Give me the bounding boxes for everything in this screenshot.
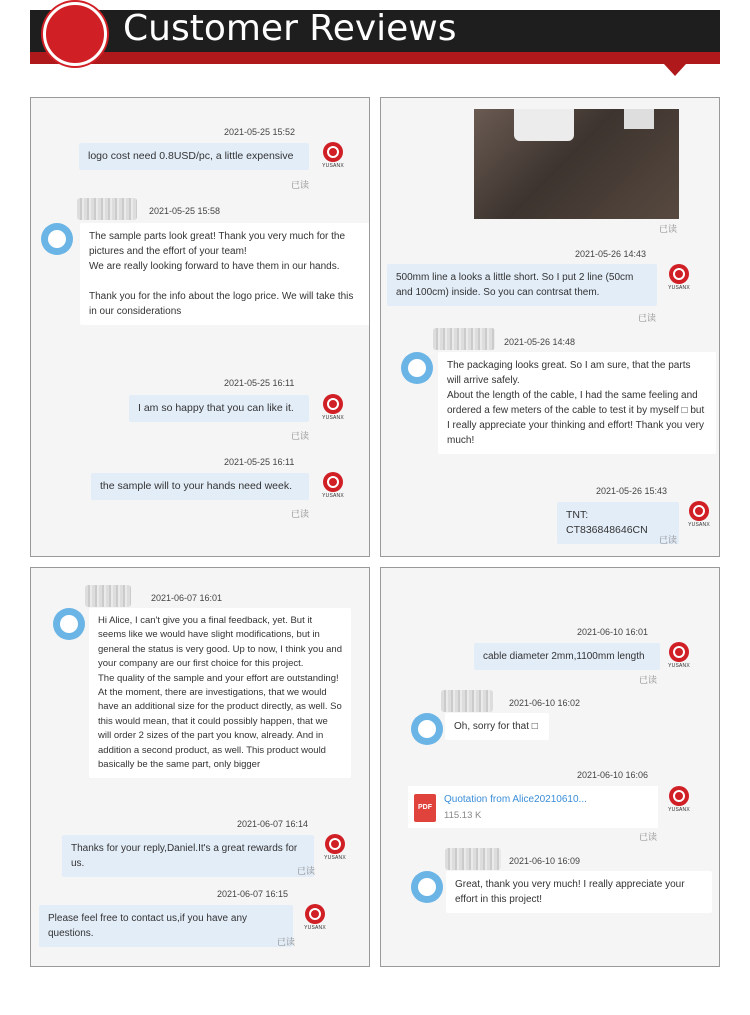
file-size: 115.13 K [444,810,482,821]
incoming-message: The sample parts look great! Thank you very much for the pictures and the effort of your team! We are really looking forward to have them in our hands. Thank you for the info about the logo price. We will take this in our considerations [80,223,370,325]
message-timestamp: 2021-06-07 16:01 [151,593,223,603]
blurred-name [77,198,137,220]
read-status: 已读 [291,180,310,190]
incoming-message: Hi Alice, I can't give you a final feedback, yet. But it seems like we would have slight modifications, but in general the status is very good. Up to now, I think you and your company are our first choice for this project. The quality of the sample and your effort are outstanding! At the moment, there are investigations, that we would have an additional size for the product directly, as well. So this would mean, that it could possibly happen, that we will order 2 sizes of the part you know, already. And in addition a second product, as well. This product would basically be the same part, only bigger [89,608,351,778]
yusanx-avatar-icon: YUSANX [319,472,345,502]
incoming-message: The packaging looks great. So I am sure, that the parts will arrive safely. About the length of the cable, I had the same feeling and ordered a few meters of the cable to test it by myself □ but I really appreciate your thinking and effort! Thank you very much! [438,352,716,454]
chat-screenshot-3 [30,567,370,967]
outgoing-message: the sample will to your hands need week. [91,473,309,500]
message-timestamp: 2021-06-10 16:01 [577,627,649,637]
page-title: Customer Reviews [123,8,457,49]
message-timestamp: 2021-05-26 15:43 [596,486,668,496]
message-timestamp: 2021-06-10 16:06 [577,770,649,780]
blurred-name [433,328,495,350]
yusanx-avatar-icon: YUSANX [685,501,711,531]
message-timestamp: 2021-05-26 14:48 [504,337,576,347]
read-status: 已读 [291,431,310,441]
blurred-name [441,690,493,712]
yusanx-avatar-icon: YUSANX [319,142,345,172]
pdf-file-icon: PDF [414,794,436,822]
outgoing-message: logo cost need 0.8USD/pc, a little expensive [79,143,309,170]
yusanx-avatar-icon: YUSANX [319,394,345,424]
yusanx-avatar-icon: YUSANX [301,904,327,934]
file-attachment[interactable] [408,786,658,828]
file-name-link[interactable]: Quotation from Alice20210610... [444,794,587,805]
read-status: 已读 [659,535,678,545]
read-status: 已读 [638,313,657,323]
outgoing-message: I am so happy that you can like it. [129,395,309,422]
yusanx-avatar-icon: YUSANX [665,642,691,672]
message-timestamp: 2021-05-25 15:58 [149,206,221,216]
customer-avatar-icon [41,223,73,255]
chat-screenshot-1 [30,97,370,557]
yusanx-logo-icon [43,2,107,66]
message-timestamp: 2021-06-10 16:09 [509,856,581,866]
header-red-strip [30,52,720,64]
message-timestamp: 2021-05-25 16:11 [224,378,295,388]
read-status: 已读 [639,675,658,685]
header-pointer [664,64,686,76]
outgoing-message: cable diameter 2mm,1100mm length [474,643,660,670]
read-status: 已读 [291,509,310,519]
customer-avatar-icon [411,871,443,903]
yusanx-avatar-icon: YUSANX [665,264,691,294]
read-status: 已读 [639,832,658,842]
blurred-name [85,585,131,607]
yusanx-avatar-icon: YUSANX [321,834,347,864]
read-status: 已读 [297,866,316,876]
outgoing-message: Please feel free to contact us,if you have any questions. [39,905,293,947]
message-timestamp: 2021-05-25 16:11 [224,457,295,467]
outgoing-message: Thanks for your reply,Daniel.It's a great rewards for us. [62,835,314,877]
message-timestamp: 2021-05-25 15:52 [224,127,296,137]
package-photo [474,109,679,219]
message-timestamp: 2021-06-10 16:02 [509,698,581,708]
customer-avatar-icon [411,713,443,745]
read-status: 已读 [277,937,296,947]
message-timestamp: 2021-06-07 16:15 [217,889,289,899]
message-timestamp: 2021-05-26 14:43 [575,249,647,259]
message-timestamp: 2021-06-07 16:14 [237,819,309,829]
incoming-message: Oh, sorry for that □ [445,713,549,740]
chat-screenshot-4 [380,567,720,967]
customer-avatar-icon [53,608,85,640]
incoming-message: Great, thank you very much! I really appreciate your effort in this project! [446,871,712,913]
outgoing-message: TNT: CT836848646CN [557,502,679,544]
yusanx-avatar-icon: YUSANX [665,786,691,816]
customer-avatar-icon [401,352,433,384]
outgoing-message: 500mm line a looks a little short. So I put 2 line (50cm and 100cm) inside. So you can contrsat them. [387,264,657,306]
read-status: 已读 [659,224,678,234]
blurred-name [445,848,501,870]
chat-screenshot-2 [380,97,720,557]
